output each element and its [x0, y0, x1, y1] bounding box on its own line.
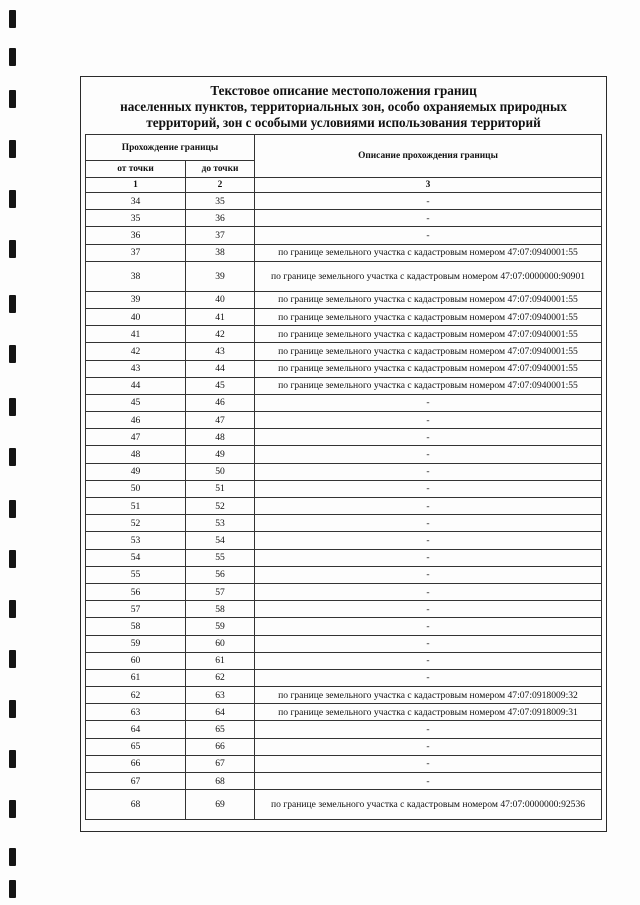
description-cell: -: [255, 532, 602, 549]
to-point-cell: 60: [186, 635, 255, 652]
to-point-cell: 66: [186, 738, 255, 755]
description-cell: по границе земельного участка с кадастровым номером 47:07:0940001:55: [255, 377, 602, 394]
binder-hole: [9, 345, 16, 363]
to-point-cell: 62: [186, 669, 255, 686]
description-cell: по границе земельного участка с кадастровым номером 47:07:0000000:90901: [255, 261, 602, 291]
table-row: [86, 394, 602, 411]
from-point-cell: 34: [86, 193, 186, 210]
header-description: Описание прохождения границы: [255, 135, 602, 178]
from-point-cell: 51: [86, 498, 186, 515]
description-cell: -: [255, 549, 602, 566]
header-boundary-passage: Прохождение границы: [86, 135, 255, 161]
title-line-3: территорий, зон с особыми условиями использования территорий: [146, 115, 541, 130]
table-row: [86, 227, 602, 244]
description-cell: по границе земельного участка с кадастровым номером 47:07:0918009:32: [255, 687, 602, 704]
header-from-point: от точки: [86, 161, 186, 178]
to-point-cell: 57: [186, 583, 255, 600]
table-row: [86, 412, 602, 429]
description-cell: -: [255, 429, 602, 446]
binder-hole: [9, 600, 16, 618]
to-point-cell: 36: [186, 210, 255, 227]
description-cell: -: [255, 738, 602, 755]
table-row: [86, 755, 602, 772]
header-col-number-3: 3: [255, 178, 602, 193]
from-point-cell: 67: [86, 773, 186, 790]
binder-hole: [9, 500, 16, 518]
description-cell: -: [255, 721, 602, 738]
to-point-cell: 69: [186, 790, 255, 820]
description-cell: -: [255, 498, 602, 515]
table-row: [86, 360, 602, 377]
to-point-cell: 58: [186, 601, 255, 618]
description-cell: по границе земельного участка с кадастровым номером 47:07:0940001:55: [255, 360, 602, 377]
description-cell: -: [255, 635, 602, 652]
to-point-cell: 46: [186, 394, 255, 411]
description-cell: -: [255, 755, 602, 772]
to-point-cell: 54: [186, 532, 255, 549]
from-point-cell: 37: [86, 244, 186, 261]
from-point-cell: 35: [86, 210, 186, 227]
table-row: [86, 721, 602, 738]
from-point-cell: 57: [86, 601, 186, 618]
binder-hole: [9, 750, 16, 768]
to-point-cell: 68: [186, 773, 255, 790]
from-point-cell: 40: [86, 308, 186, 325]
table-row: [86, 773, 602, 790]
from-point-cell: 47: [86, 429, 186, 446]
to-point-cell: 67: [186, 755, 255, 772]
to-point-cell: 49: [186, 446, 255, 463]
table-row: [86, 669, 602, 686]
to-point-cell: 38: [186, 244, 255, 261]
binder-hole: [9, 295, 16, 313]
to-point-cell: 39: [186, 261, 255, 291]
to-point-cell: 55: [186, 549, 255, 566]
to-point-cell: 42: [186, 326, 255, 343]
table-row: [86, 463, 602, 480]
to-point-cell: 44: [186, 360, 255, 377]
description-cell: по границе земельного участка с кадастровым номером 47:07:0918009:31: [255, 704, 602, 721]
title-line-2: населенных пунктов, территориальных зон, особо охраняемых природных: [120, 99, 567, 114]
to-point-cell: 51: [186, 480, 255, 497]
table-row: [86, 635, 602, 652]
description-cell: -: [255, 566, 602, 583]
to-point-cell: 43: [186, 343, 255, 360]
description-cell: -: [255, 394, 602, 411]
from-point-cell: 55: [86, 566, 186, 583]
binder-hole: [9, 240, 16, 258]
from-point-cell: 59: [86, 635, 186, 652]
table-row: [86, 343, 602, 360]
table-row: [86, 790, 602, 820]
binder-hole: [9, 90, 16, 108]
binder-hole: [9, 848, 16, 866]
from-point-cell: 62: [86, 687, 186, 704]
to-point-cell: 56: [186, 566, 255, 583]
description-cell: -: [255, 773, 602, 790]
document-frame: [80, 76, 607, 832]
to-point-cell: 53: [186, 515, 255, 532]
binder-hole: [9, 190, 16, 208]
description-cell: -: [255, 652, 602, 669]
description-cell: -: [255, 210, 602, 227]
from-point-cell: 64: [86, 721, 186, 738]
from-point-cell: 36: [86, 227, 186, 244]
table-row: [86, 601, 602, 618]
description-cell: по границе земельного участка с кадастровым номером 47:07:0940001:55: [255, 308, 602, 325]
from-point-cell: 68: [86, 790, 186, 820]
description-cell: -: [255, 446, 602, 463]
to-point-cell: 50: [186, 463, 255, 480]
header-to-point: до точки: [186, 161, 255, 178]
table-header: [86, 135, 602, 193]
to-point-cell: 41: [186, 308, 255, 325]
document-title: [81, 83, 606, 131]
description-cell: по границе земельного участка с кадастровым номером 47:07:0000000:92536: [255, 790, 602, 820]
table-row: [86, 738, 602, 755]
from-point-cell: 60: [86, 652, 186, 669]
from-point-cell: 46: [86, 412, 186, 429]
binder-hole: [9, 550, 16, 568]
from-point-cell: 48: [86, 446, 186, 463]
table-row: [86, 429, 602, 446]
table-row: [86, 261, 602, 291]
table-row: [86, 210, 602, 227]
from-point-cell: 53: [86, 532, 186, 549]
description-cell: -: [255, 227, 602, 244]
binder-hole: [9, 448, 16, 466]
to-point-cell: 48: [186, 429, 255, 446]
from-point-cell: 39: [86, 291, 186, 308]
header-col-number-2: 2: [186, 178, 255, 193]
from-point-cell: 43: [86, 360, 186, 377]
table-row: [86, 308, 602, 325]
table-body: [86, 193, 602, 820]
binder-hole: [9, 800, 16, 818]
binder-hole: [9, 880, 16, 898]
header-col-number-1: 1: [86, 178, 186, 193]
from-point-cell: 50: [86, 480, 186, 497]
binder-hole: [9, 650, 16, 668]
description-cell: -: [255, 669, 602, 686]
binder-hole: [9, 140, 16, 158]
description-cell: по границе земельного участка с кадастровым номером 47:07:0940001:55: [255, 291, 602, 308]
from-point-cell: 42: [86, 343, 186, 360]
table-row: [86, 377, 602, 394]
to-point-cell: 59: [186, 618, 255, 635]
binder-hole: [9, 48, 16, 66]
table-row: [86, 515, 602, 532]
from-point-cell: 66: [86, 755, 186, 772]
boundary-table: [85, 134, 602, 820]
table-row: [86, 326, 602, 343]
table-row: [86, 652, 602, 669]
title-line-1: Текстовое описание местоположения границ: [210, 83, 477, 98]
to-point-cell: 45: [186, 377, 255, 394]
binder-hole: [9, 10, 16, 28]
description-cell: -: [255, 193, 602, 210]
from-point-cell: 44: [86, 377, 186, 394]
from-point-cell: 61: [86, 669, 186, 686]
from-point-cell: 58: [86, 618, 186, 635]
description-cell: по границе земельного участка с кадастровым номером 47:07:0940001:55: [255, 326, 602, 343]
description-cell: -: [255, 412, 602, 429]
to-point-cell: 63: [186, 687, 255, 704]
table-row: [86, 687, 602, 704]
table-row: [86, 532, 602, 549]
to-point-cell: 61: [186, 652, 255, 669]
from-point-cell: 45: [86, 394, 186, 411]
table-row: [86, 498, 602, 515]
to-point-cell: 64: [186, 704, 255, 721]
table-row: [86, 480, 602, 497]
description-cell: по границе земельного участка с кадастровым номером 47:07:0940001:55: [255, 244, 602, 261]
from-point-cell: 56: [86, 583, 186, 600]
table-row: [86, 244, 602, 261]
from-point-cell: 41: [86, 326, 186, 343]
table-row: [86, 566, 602, 583]
binder-hole: [9, 700, 16, 718]
from-point-cell: 63: [86, 704, 186, 721]
table-row: [86, 291, 602, 308]
to-point-cell: 65: [186, 721, 255, 738]
description-cell: -: [255, 480, 602, 497]
from-point-cell: 65: [86, 738, 186, 755]
from-point-cell: 52: [86, 515, 186, 532]
table-row: [86, 704, 602, 721]
description-cell: -: [255, 515, 602, 532]
description-cell: -: [255, 583, 602, 600]
binder-hole: [9, 398, 16, 416]
to-point-cell: 35: [186, 193, 255, 210]
table-row: [86, 583, 602, 600]
description-cell: -: [255, 463, 602, 480]
description-cell: -: [255, 618, 602, 635]
table-row: [86, 446, 602, 463]
from-point-cell: 54: [86, 549, 186, 566]
table-row: [86, 193, 602, 210]
description-cell: по границе земельного участка с кадастровым номером 47:07:0940001:55: [255, 343, 602, 360]
from-point-cell: 49: [86, 463, 186, 480]
to-point-cell: 47: [186, 412, 255, 429]
to-point-cell: 37: [186, 227, 255, 244]
to-point-cell: 52: [186, 498, 255, 515]
table-row: [86, 549, 602, 566]
table-row: [86, 618, 602, 635]
description-cell: -: [255, 601, 602, 618]
to-point-cell: 40: [186, 291, 255, 308]
from-point-cell: 38: [86, 261, 186, 291]
